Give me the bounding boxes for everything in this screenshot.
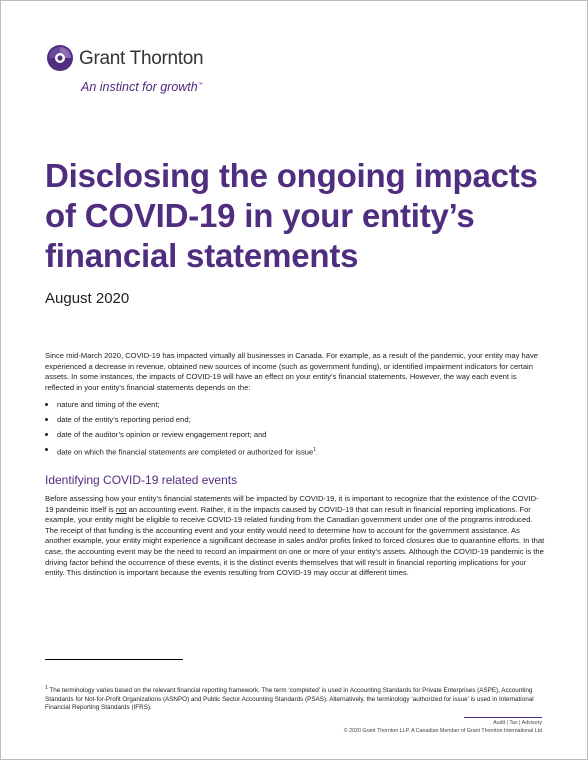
bullet-icon bbox=[45, 448, 48, 451]
footer-services: Audit | Tax | Advisory bbox=[493, 720, 542, 726]
footnote-divider bbox=[45, 659, 183, 660]
section-heading: Identifying COVID-19 related events bbox=[45, 473, 238, 487]
brand-tagline: An instinct for growth™ bbox=[81, 80, 203, 94]
list-item: date of the auditor’s opinion or review engagement report; and bbox=[45, 430, 545, 445]
list-item: date of the entity’s reporting period end; bbox=[45, 415, 545, 430]
footer-copyright: © 2020 Grant Thornton LLP. A Canadian Member of Grant Thornton International Ltd bbox=[343, 728, 542, 734]
document-title: Disclosing the ongoing impacts of COVID-19 in your entity’s financial statements bbox=[45, 157, 538, 274]
bullet-icon bbox=[45, 433, 48, 436]
intro-paragraph: Since mid-March 2020, COVID-19 has impacted virtually all businesses in Canada. For example, as a result of the pandemic, your entity may have experienced a decrease in revenue, obtained new sources of income (such as government funding), or identified impairment indicators for certain assets. In some instances, the impacts of COVID-19 will have an effect on your entity’s financial statements. However, the way each event is reflected in your entity’s financial statements depends on the: bbox=[45, 351, 538, 392]
events-paragraph: Before assessing how your entity’s financial statements will be impacted by COVID-19, it is important to recognize that the existence of the COVID-19 pandemic itself is not an accounting event. Rather, it is the impacts caused by COVID-19 that can result in financial reporting implications. For example, your entity might be eligible to receive COVID-19 related funding from the Canadian government under one of the programs introduced. The receipt of that funding is the accounting event and your entity would need to determine how to account for the government assistance. As another example, your entity might experience a significant decrease in sales and/or profits linked to forced closures due to quarantine efforts. In that case, the accounting event may be the need to record an impairment on one or more of your entity’s assets. Although the COVID-19 pandemic is the driving factor behind the occurrence of these events, it is the distinct events themselves that will result in financial reporting implications for your entity. This distinction is important because the events resulting from COVID-19 may occur at different times. bbox=[45, 494, 545, 578]
factor-list bbox=[45, 400, 545, 460]
bullet-icon bbox=[45, 418, 48, 421]
footnote-reference[interactable]: 1 bbox=[313, 447, 317, 453]
brand-name: Grant Thornton bbox=[79, 48, 204, 69]
document-date: August 2020 bbox=[45, 290, 130, 307]
footnote: $^1$ The terminology varies based on the relevant financial reporting framework. The term ‘completed’ is used in Accounting Standards for Private Enterprises (ASPE), Accounting Standards for Not-for-Profit Organizations (ASNPO) and Public Sector Accounting Standards (PSAS). Alternatively, the terminology ‘authorized for issue’ is used in International Financial Reporting Standards (IFRS). bbox=[45, 685, 534, 712]
footer-divider bbox=[464, 717, 542, 718]
bullet-icon bbox=[45, 403, 48, 406]
list-item: date on which the financial statements are completed or authorized for issue$^1$. bbox=[45, 445, 545, 460]
grant-thornton-logo-icon bbox=[46, 44, 74, 72]
list-item: nature and timing of the event; bbox=[45, 400, 545, 415]
